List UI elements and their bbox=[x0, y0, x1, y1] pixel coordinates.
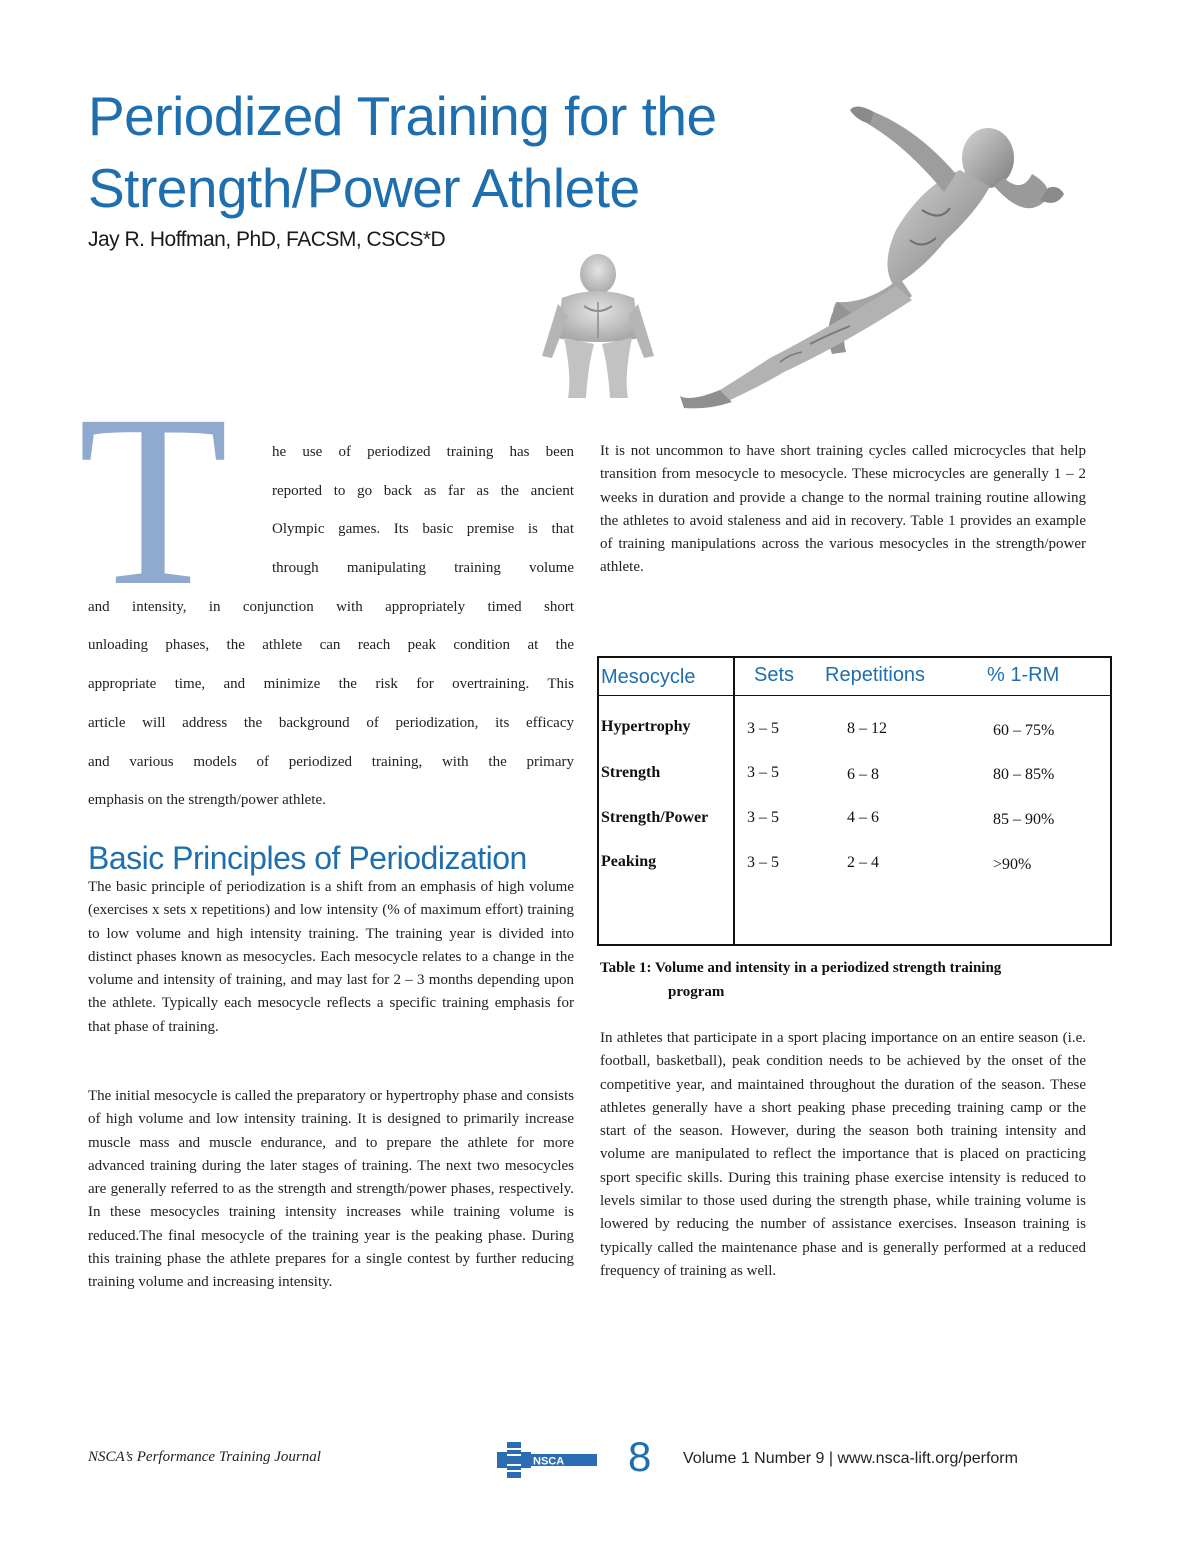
intro-line: and various models of periodized training, with the primary bbox=[88, 753, 574, 770]
table-header-repetitions: Repetitions bbox=[825, 664, 926, 686]
author-byline: Jay R. Hoffman, PhD, FACSM, CSCS*D bbox=[88, 228, 446, 251]
table-cell-sets: 3 – 5 bbox=[747, 720, 779, 737]
mesocycle-table bbox=[597, 656, 1112, 946]
table-cell-intensity: 80 – 85% bbox=[993, 766, 1055, 783]
sprinter-figure-illustration bbox=[660, 90, 1120, 410]
table-cell-reps: 8 – 12 bbox=[847, 720, 887, 737]
intro-line: emphasis on the strength/power athlete. bbox=[88, 792, 326, 809]
initial-mesocycle-paragraph: The initial mesocycle is called the preparatory or hypertrophy phase and consists of high volume and low intensity training. It is designed to primarily increase muscle mass and muscle endurance, and to prepare the athlete for more advanced training during the later stages of training. The next two mesocycles are generally referred to as the strength and strength/power phases, respectively. In these mesocycles training intensity increases while training volume is reduced.The final mesocycle of the training year is the peaking phase. During this training phase the athlete prepares for a single contest by further reducing training volume and increasing intensity. bbox=[88, 1088, 574, 1291]
intro-line: Olympic games. Its basic premise is that bbox=[272, 521, 574, 538]
microcycles-paragraph: It is not uncommon to have short training cycles called microcycles that help transition from mesocycle to mesocycle. These microcycles are generally 1 – 2 weeks in duration and provide a change to the normal training routine allowing the athletes to avoid staleness and aid in recovery. Table 1 provides an example of training manipulations across the various mesocycles in the strength/power athlete. bbox=[600, 443, 1086, 576]
table-cell-intensity: >90% bbox=[993, 856, 1032, 873]
table-header-mesocycle: Mesocycle bbox=[601, 666, 696, 688]
table-caption-line-1: Table 1: Volume and intensity in a periodized strength training bbox=[600, 960, 1002, 976]
table-header-percent-1rm: % 1-RM bbox=[987, 664, 1060, 686]
intro-line: reported to go back as far as the ancient bbox=[272, 482, 574, 499]
table-header-rule bbox=[599, 695, 1112, 696]
table-cell-reps: 2 – 4 bbox=[847, 854, 879, 871]
table-cell-intensity: 85 – 90% bbox=[993, 811, 1055, 828]
table-caption-line-2: program bbox=[668, 984, 725, 1000]
in-season-paragraph: In athletes that participate in a sport placing importance on an entire season (i.e. football, basketball), peak condition needs to be achieved by the onset of the competitive year, and maintained throughout the duration of the season. These athletes generally have a short peaking phase preceding training camp or the start of the season. However, during the season both training intensity and volume are manipulated to reflect the importance that is placed on practicing sport specific skills. During this training phase exercise intensity is reduced to levels similar to those used during the strength phase, while training volume is lowered by reducing the number of assistance exercises. Inseason training is typically called the maintenance phase and is generally performed at a reduced frequency of training as well. bbox=[600, 1030, 1086, 1279]
table-cell-phase: Strength bbox=[601, 764, 661, 781]
intro-line: he use of periodized training has been bbox=[272, 444, 574, 460]
table-header-sets: Sets bbox=[754, 664, 795, 686]
table-cell-sets: 3 – 5 bbox=[747, 764, 779, 781]
table-cell-sets: 3 – 5 bbox=[747, 809, 779, 826]
intro-paragraph bbox=[88, 440, 574, 827]
page-number: 8 bbox=[628, 1433, 652, 1480]
intro-line: appropriate time, and minimize the risk for overtraining. This bbox=[88, 676, 574, 693]
title-line-1: Periodized Training for the bbox=[88, 85, 717, 147]
table-cell-sets: 3 – 5 bbox=[747, 854, 779, 871]
table-cell-reps: 6 – 8 bbox=[847, 766, 879, 783]
table-divider bbox=[733, 658, 735, 946]
table-cell-phase: Strength/Power bbox=[601, 809, 709, 826]
intro-line: through manipulating training volume bbox=[272, 560, 574, 577]
intro-line: unloading phases, the athlete can reach peak condition at the bbox=[88, 637, 574, 654]
table-cell-phase: Peaking bbox=[601, 853, 657, 870]
journal-name: NSCA’s Performance Training Journal bbox=[88, 1449, 321, 1465]
crouching-figure-illustration bbox=[528, 246, 668, 406]
table-cell-phase: Hypertrophy bbox=[601, 718, 691, 735]
basic-principles-paragraph: The basic principle of periodization is a shift from an emphasis of high volume (exercises x sets x repetitions) and low intensity (% of maximum effort) training to low volume and high intensity training. The training year is divided into distinct phases known as mesocycles. Each mesocycle relates to a change in the volume and intensity of training, and may last for 2 – 3 months depending upon the athlete. Typically each mesocycle reflects a specific training emphasis for that phase of training. bbox=[88, 879, 574, 1035]
table-caption bbox=[600, 956, 1100, 1004]
nsca-logo-text: NSCA bbox=[533, 1455, 565, 1468]
intro-line: article will address the background of periodization, its efficacy bbox=[88, 714, 574, 731]
table-cell-reps: 4 – 6 bbox=[847, 809, 879, 826]
nsca-logo bbox=[495, 1440, 605, 1480]
section-heading: Basic Principles of Periodization bbox=[88, 840, 527, 876]
title-line-2: Strength/Power Athlete bbox=[88, 157, 640, 219]
volume-info: Volume 1 Number 9 | www.nsca-lift.org/perform bbox=[683, 1450, 1018, 1467]
drop-cap: T bbox=[78, 365, 229, 637]
table-cell-intensity: 60 – 75% bbox=[993, 722, 1055, 739]
intro-line: and intensity, in conjunction with appropriately timed short bbox=[88, 598, 574, 615]
